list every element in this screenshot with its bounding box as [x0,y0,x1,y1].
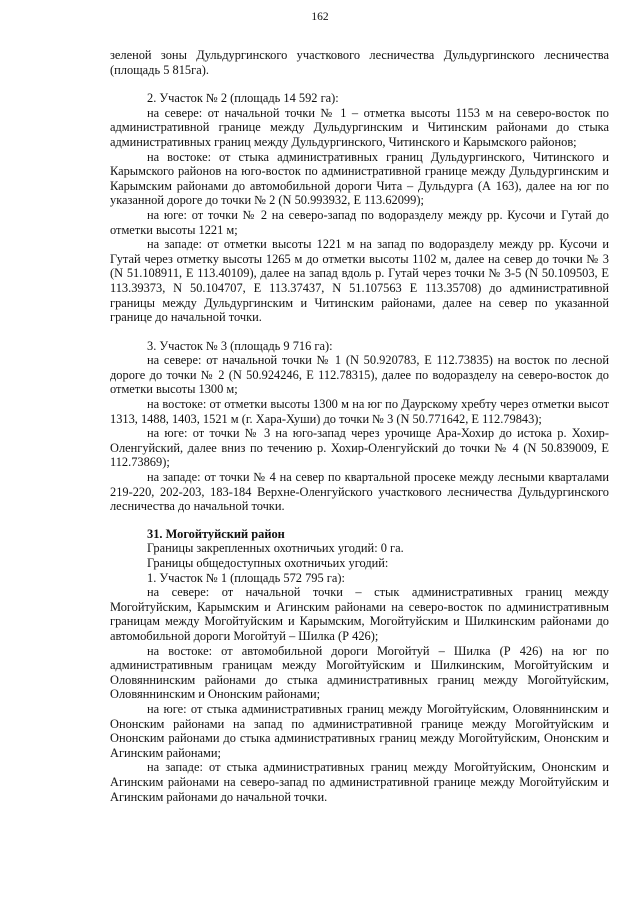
spacer [110,325,609,339]
page-number: 162 [311,11,329,23]
document-body [110,48,609,804]
paragraph: на западе: от стыка административных границ между Могойтуйским, Ононским и Агинским районами на северо-запад по административной границе между Могойтуйским и Агинским районами до начальной точки. [110,760,609,804]
section-heading: 2. Участок № 2 (площадь 14 592 га): [147,91,339,106]
paragraph: на юге: от точки № 2 на северо-запад по водоразделу между рр. Кусочи и Гутай до отметки высоты 1221 м; [110,207,609,237]
paragraph: на севере: от начальной точки – стык административных границ между Могойтуйским, Карымским и Агинским районами на северо-восток по административным границам между Могойтуйским и Карымским, Могойтуйским и Шилкинским районами до автомобильной дороги Могойтуй – Шилка (Р 426); [110,585,609,643]
paragraph: на западе: от точки № 4 на север по квартальной просеке между лесными кварталами 219-220, 202-203, 183-184 Верхне-Оленгуйского участкового лесничества Дульдургинского лесничества до начальной точки. [110,470,609,514]
paragraph: Границы общедоступных охотничьих угодий: [147,556,389,570]
spacer [110,77,609,91]
paragraph: Границы закрепленных охотничьих угодий: 0 га. [147,541,404,556]
section-heading: 1. Участок № 1 (площадь 572 795 га): [147,570,345,585]
paragraph: на севере: от начальной точки № 1 (N 50.920783, E 112.73835) на восток по лесной дороге до точки № 2 (N 50.924246, E 112.78315), далее по водоразделу на северо-восток до отметки высоты 1300 м; [110,353,609,397]
paragraph: на юге: от точки № 3 на юго-запад через урочище Ара-Хохир до истока р. Хохир-Оленгуйский, далее вниз по течению р. Хохир-Оленгуйский до точки № 4 (N 50.839009, E 112.73869); [110,426,609,470]
paragraph: на востоке: от отметки высоты 1300 м на юг по Даурскому хребту через отметки высот 1313, 1488, 1403, 1521 м (г. Хара-Хуши) до точки № 3 (N 50.771642, E 112.79843); [110,397,609,426]
paragraph: зеленой зоны Дульдургинского участкового лесничества Дульдургинского лесничества (площадь 5 815га). [110,48,609,77]
district-heading: 31. Могойтуйский район [147,526,285,541]
paragraph: на востоке: от автомобильной дороги Могойтуй – Шилка (Р 426) на юг по административным границам между Могойтуйским и Шилкинским, Могойтуйским и Оловяннинским районами до стыка административных границ между Могойтуйским, Оловяннинским и Ононским районами; [110,643,609,702]
paragraph: на востоке: от стыка административных границ Дульдургинского, Читинского и Карымского районов на юго-восток по административной границе между Дульдургинским и Карымским районами до автомобильной дороги Чита – Дульдурга (А 163), далее на юг по указанной дороге до точки № 2 (N 50.993932, E 113.62099); [110,149,609,208]
spacer [110,514,609,527]
paragraph: на севере: от начальной точки № 1 – отметка высоты 1153 м на северо-восток по административной границе между Дульдургинским и Читинским районами до стыка административных границ между Дульдургинского, Читинского и Карымского районов; [110,105,609,149]
section-heading: 3. Участок № 3 (площадь 9 716 га): [147,338,333,353]
paragraph: на западе: от отметки высоты 1221 м на запад по водоразделу между рр. Кусочи и Гутай через отметку высоты 1265 м до отметки высоты 1102 м, далее на север до точки № 3 (N 51.108911, E 113.40109), далее на запад вдоль р. Гутай через точки № 3-5 (N 50.109503, E 113.39373, N 50.104707, E 113.37437, N 51.107563 E 113.35708) до административной границы между Дульдургинским и Читинским районами, далее на север по указанной границе до начальной точки. [110,237,609,325]
paragraph: на юге: от стыка административных границ между Могойтуйским, Оловяннинским и Ононским районами на запад по административной границе между Могойтуйским и Ононским районами до стыка административных границ между Могойтуйским, Ононским и Агинским районами; [110,701,609,760]
